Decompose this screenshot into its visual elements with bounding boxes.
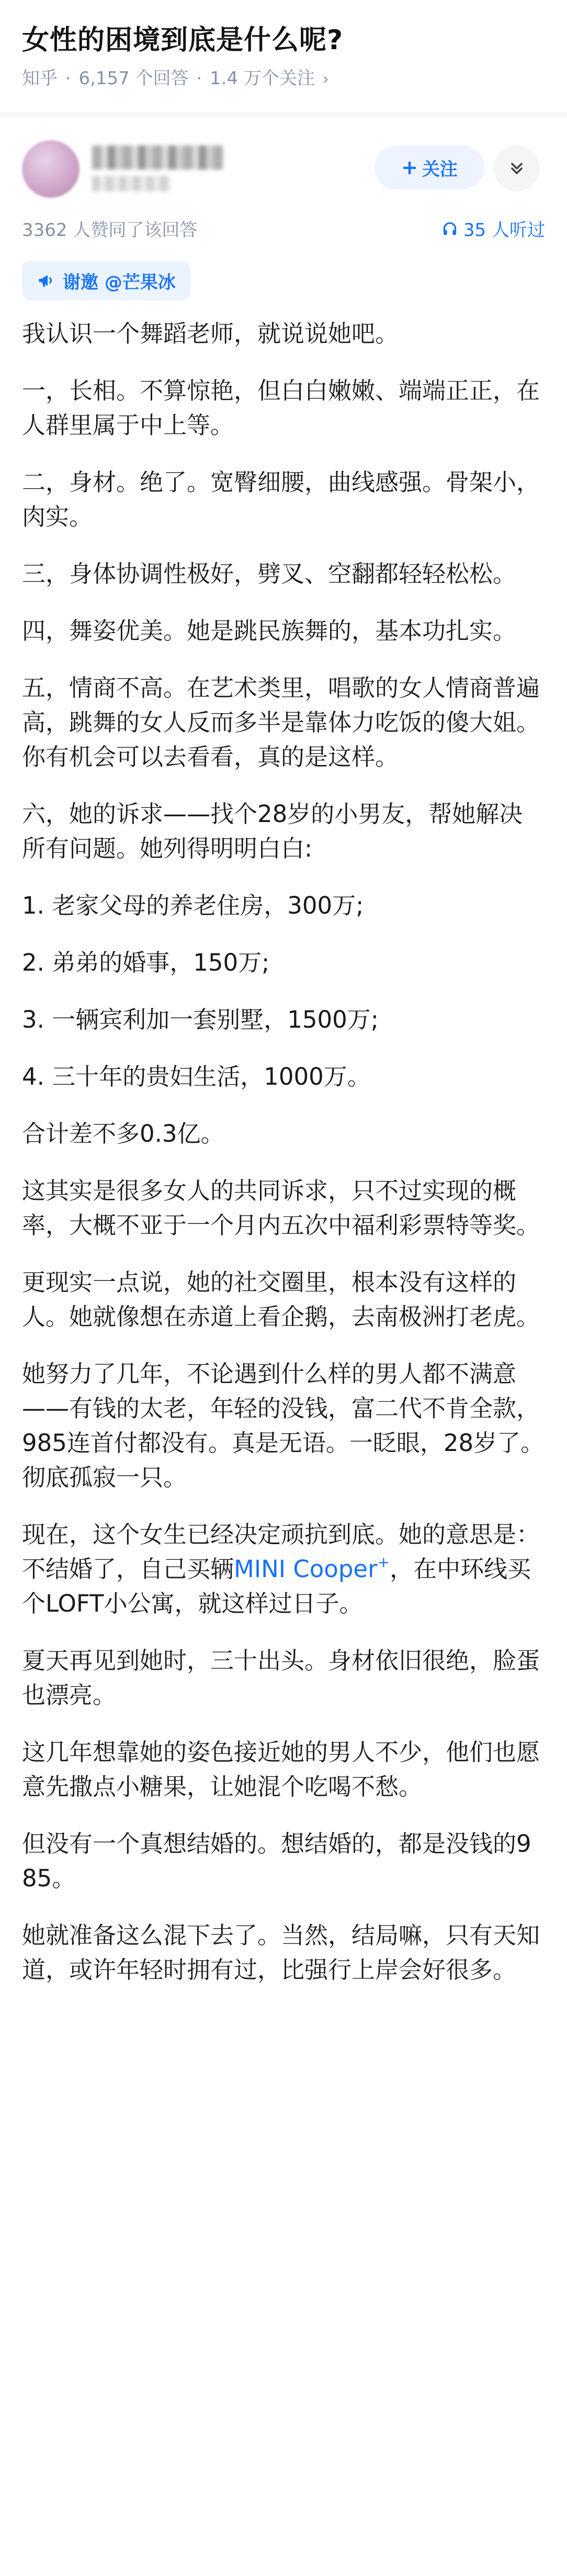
chevron-right-icon: › xyxy=(322,70,329,88)
answer-paragraph: 二，身材。绝了。宽臀细腰，曲线感强。骨架小，肉实。 xyxy=(22,468,540,531)
paragraph-text: 现在，这个女生已经决定顽抗到底。她的意思是：不结婚了，自己买辆 xyxy=(22,1521,540,1583)
mini-cooper-link[interactable]: MINI Cooper xyxy=(234,1555,378,1583)
answer-paragraph: 五，情商不高。在艺术类里，唱歌的女人情商普遍高，跳舞的女人反而多半是靠体力吃饭的傻大姐。你有机会可以去看看，真的是这样。 xyxy=(22,674,540,771)
answer-paragraph: 这其实是很多女人的共同诉求，只不过实现的概率，大概不亚于一个月内五次中福利彩票特等奖。 xyxy=(22,1177,540,1239)
followers-count: 1.4 万个关注 xyxy=(210,68,315,89)
list-item: 2. 弟弟的婚事，150万; xyxy=(22,949,270,976)
plus-icon: + xyxy=(401,156,418,179)
question-meta[interactable]: 知乎 · 6,157 个回答 · 1.4 万个关注 › xyxy=(22,68,329,89)
paragraph-text: ，在中环线买个LOFT小公寓，就这样过日子。 xyxy=(22,1555,531,1617)
answer-body xyxy=(22,317,545,2010)
expand-button[interactable] xyxy=(494,145,540,192)
link-plus-icon: + xyxy=(377,1554,390,1571)
source-label: 知乎 xyxy=(22,68,58,89)
author-row xyxy=(0,131,567,204)
answer-paragraph: 我认识一个舞蹈老师，就说说她吧。 xyxy=(22,320,399,347)
listeners-count: 35 人听过 xyxy=(463,220,545,241)
question-title[interactable]: 女性的困境到底是什么呢? xyxy=(22,25,344,56)
answer-paragraph: 合计差不多0.3亿。 xyxy=(22,1120,224,1148)
section-divider xyxy=(0,112,567,117)
author-name[interactable] xyxy=(92,145,223,170)
answer-paragraph: 六，她的诉求——找个28岁的小男友，帮她解决所有问题。她列得明明白白: xyxy=(22,800,523,862)
answer-paragraph xyxy=(22,1517,545,1621)
list-item: 3. 一辆宾利加一套别墅，1500万; xyxy=(22,1006,379,1033)
author-subtitle xyxy=(92,176,171,192)
answer-paragraph: 三，身体协调性极好，劈叉、空翻都轻轻松松。 xyxy=(22,560,517,588)
answers-count: 6,157 个回答 xyxy=(78,68,189,89)
invite-label: 谢邀 @芒果冰 xyxy=(63,272,176,293)
answer-paragraph: 一，长相。不算惊艳，但白白嫩嫩、端端正正，在人群里属于中上等。 xyxy=(22,377,540,439)
list-item: 4. 三十年的贵妇生活，1000万。 xyxy=(22,1063,371,1090)
chevron-double-down-icon xyxy=(507,159,526,178)
headphones-icon xyxy=(441,220,458,237)
avatar[interactable] xyxy=(22,140,80,198)
answer-paragraph: 她就准备这么混下去了。当然，结局嘛，只有天知道，或许年轻时拥有过，比强行上岸会好很多。 xyxy=(22,1921,540,1984)
megaphone-icon xyxy=(37,271,55,290)
listen-button[interactable] xyxy=(441,216,545,241)
answer-paragraph: 四，舞姿优美。她是跳民族舞的，基本功扎实。 xyxy=(22,617,517,645)
invite-chip[interactable] xyxy=(22,261,190,300)
answer-paragraph: 这几年想靠她的姿色接近她的男人不少，他们也愿意先撒点小糖果，让她混个吃喝不愁。 xyxy=(22,1738,540,1801)
answer-meta-row xyxy=(22,216,545,242)
list-item: 1. 老家父母的养老住房，300万; xyxy=(22,892,364,919)
answer-paragraph: 但没有一个真想结婚的。想结婚的，都是没钱的985。 xyxy=(22,1830,531,1892)
follow-button[interactable] xyxy=(375,145,484,189)
answer-paragraph: 更现实一点说，她的社交圈里，根本没有这样的人。她就像想在赤道上看企鹅，去南极洲打老虎。 xyxy=(22,1268,540,1331)
approval-count: 3362 人赞同了该回答 xyxy=(22,220,198,241)
answer-paragraph: 夏天再见到她时，三十出头。身材依旧很绝，脸蛋也漂亮。 xyxy=(22,1647,540,1709)
question-header xyxy=(0,0,567,99)
answer-paragraph: 她努力了几年，不论遇到什么样的男人都不满意——有钱的太老，年轻的没钱，富二代不肯全款，985连首付都没有。真是无语。一眨眼，28岁了。彻底孤寂一只。 xyxy=(22,1360,545,1491)
follow-label: 关注 xyxy=(422,159,458,180)
